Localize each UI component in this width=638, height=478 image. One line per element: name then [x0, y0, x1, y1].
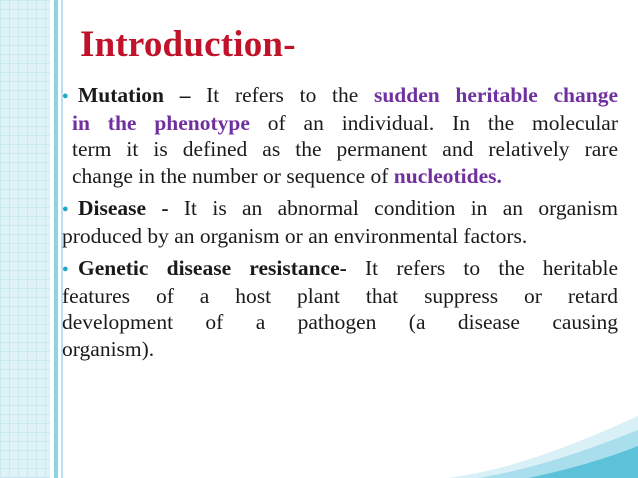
text-run: It is an abnormal condition in an organism — [168, 196, 618, 220]
bullet-line — [62, 223, 618, 250]
highlight-text: in the phenotype — [72, 110, 250, 135]
bullet-line — [62, 110, 618, 137]
left-accent-line — [54, 0, 58, 478]
slide-title: Introduction- — [80, 24, 296, 65]
bullet-line — [62, 255, 618, 283]
bullet-disease — [62, 195, 618, 249]
bullet-line — [62, 195, 618, 223]
bullet-genetic-disease-resistance — [62, 255, 618, 362]
text-run: development of a pathogen (a disease causing — [62, 310, 618, 334]
bullet-dot-icon: ● — [62, 203, 69, 215]
bullet-line — [62, 163, 618, 190]
bullet-line — [62, 309, 618, 336]
bullet-dot-icon: ● — [62, 90, 69, 102]
highlight-text: nucleotides. — [393, 163, 502, 188]
bullet-dot-icon: ● — [62, 263, 69, 275]
text-run: of an individual. In the molecular — [249, 110, 618, 135]
bullet-term: Mutation – — [78, 83, 191, 107]
slide-content — [62, 82, 618, 368]
text-run: change in the number or sequence of — [72, 163, 394, 188]
corner-wave-decoration — [448, 408, 638, 478]
text-run: It refers to the — [190, 83, 374, 107]
bullet-term: Disease - — [78, 196, 169, 220]
text-run: features of a host plant that suppress or retard — [62, 283, 618, 308]
text-run: term it is defined as the permanent and relatively rare — [72, 137, 618, 161]
text-run: organism). — [62, 336, 155, 361]
bullet-mutation — [62, 82, 618, 189]
text-run: produced by an organism or an environmental factors. — [62, 223, 528, 248]
bullet-line — [62, 336, 618, 363]
bullet-term: Genetic disease resistance- — [78, 256, 347, 280]
highlight-text: sudden heritable change — [373, 83, 619, 107]
bullet-line — [62, 283, 618, 310]
left-decorative-band — [0, 0, 50, 478]
bullet-line — [62, 136, 618, 163]
text-run: It refers to the heritable — [346, 256, 618, 280]
bullet-line — [62, 82, 618, 110]
